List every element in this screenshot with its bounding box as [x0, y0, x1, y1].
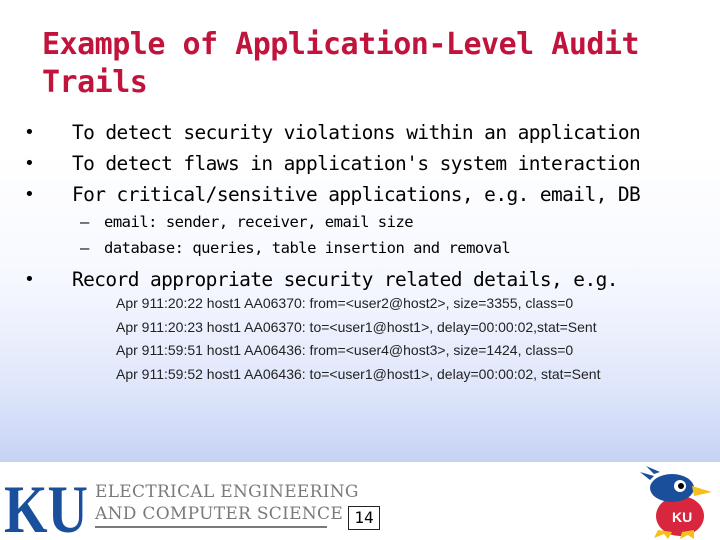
- dash-icon: –: [80, 213, 89, 231]
- bullet-list: [0, 117, 640, 210]
- bullet-item: • To detect security violations within an application: [0, 117, 640, 148]
- log-line: Apr 911:20:23 host1 AA06370: to=<user1@host1>, delay=00:00:02,stat=Sent: [116, 318, 597, 335]
- log-line: Apr 911:20:22 host1 AA06370: from=<user2@host2>, size=3355, class=0: [116, 295, 574, 311]
- audit-log-sample: [116, 292, 600, 386]
- page-number: 14: [348, 506, 380, 530]
- log-line: Apr 911:59:51 host1 AA06436: from=<user4@host3>, size=1424, class=0: [116, 342, 574, 358]
- bullet-item: • To detect flaws in application's system interaction: [0, 148, 640, 179]
- bullet-item: • For critical/sensitive applications, e.g. email, DB: [0, 179, 640, 210]
- bullet-dot-icon: •: [24, 153, 35, 174]
- bullet-item: • Record appropriate security related details, e.g.: [0, 264, 618, 295]
- sub-bullet-list: [0, 209, 510, 261]
- jayhawk-mascot-icon: [638, 466, 718, 540]
- bullet-dot-icon: •: [24, 122, 35, 143]
- sub-bullet-item: – email: sender, receiver, email size: [0, 209, 510, 235]
- log-line: Apr 911:59:52 host1 AA06436: to=<user1@host1>, delay=00:00:02, stat=Sent: [116, 365, 601, 382]
- bullet-dot-icon: •: [24, 269, 35, 290]
- bullet-dot-icon: •: [24, 184, 35, 205]
- svg-text:KU: KU: [672, 509, 693, 525]
- dash-icon: –: [80, 239, 89, 257]
- slide-title: Example of Application-Level Audit Trails: [42, 27, 640, 100]
- department-name: ELECTRICAL ENGINEERING AND COMPUTER SCIENCE: [95, 482, 359, 524]
- ku-logo-icon: [2, 471, 90, 540]
- sub-bullet-item: – database: queries, table insertion and removal: [0, 235, 510, 261]
- bullet-list-2: [0, 264, 618, 295]
- svg-text:KU: KU: [4, 471, 88, 540]
- department-rule: [95, 526, 327, 528]
